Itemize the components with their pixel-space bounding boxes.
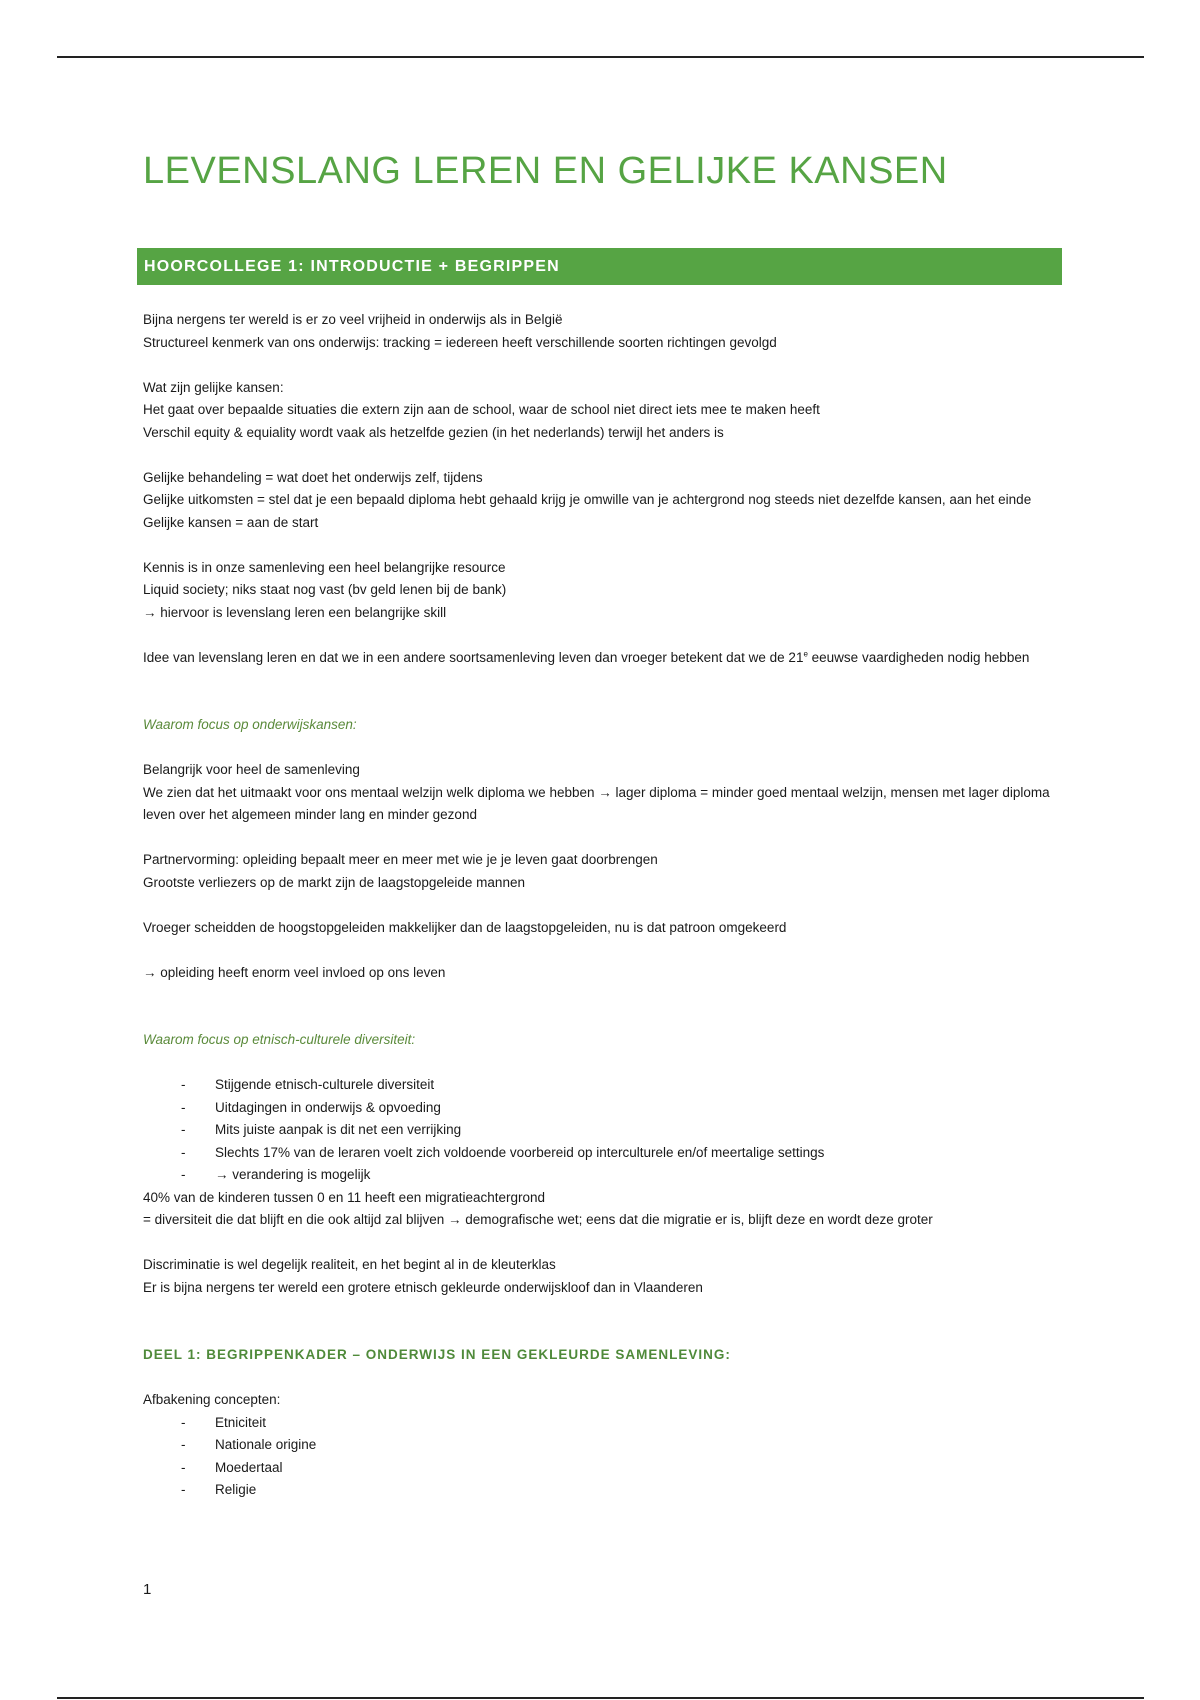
paragraph: Gelijke behandeling = wat doet het onderwijs zelf, tijdens	[143, 469, 483, 485]
paragraph: Gelijke uitkomsten = stel dat je een bepaald diploma hebt gehaald krijg je omwille van je achtergrond nog steeds niet dezelfde kansen, aan het einde	[143, 492, 1032, 507]
paragraph: Partnervorming: opleiding bepaalt meer en meer met wie je je leven gaat doorbrengen	[143, 852, 658, 867]
paragraph: Structureel kenmerk van ons onderwijs: tracking = iedereen heeft verschillende soorten richtingen gevolgd	[143, 334, 777, 350]
paragraph: Vroeger scheidden de hoogstopgeleiden makkelijker dan de laagstopgeleiden, nu is dat patroon omgekeerd	[143, 919, 787, 935]
paragraph: Bijna nergens ter wereld is er zo veel vrijheid in onderwijs als in België	[143, 312, 563, 327]
paragraph: Discriminatie is wel degelijk realiteit, en het begint al in de kleuterklas	[143, 1257, 556, 1272]
document-body	[143, 309, 1063, 1502]
superscript: e	[803, 649, 808, 658]
paragraph: = diversiteit die dat blijft en die ook altijd zal blijven → demografische wet; eens dat die migratie er is, blijft deze en wordt deze groter	[143, 1212, 933, 1227]
paragraph: Afbakening concepten:	[143, 1392, 281, 1407]
bullet-list-concepten	[143, 1412, 1063, 1502]
paragraph: Wat zijn gelijke kansen:	[143, 379, 284, 395]
paragraph: Liquid society; niks staat nog vast (bv geld lenen bij de bank)	[143, 582, 507, 597]
subheading-diversiteit: Waarom focus op etnisch-culturele diversiteit:	[143, 1032, 416, 1047]
paragraph: → opleiding heeft enorm veel invloed op ons leven	[143, 964, 446, 980]
paragraph: Het gaat over bepaalde situaties die extern zijn aan de school, waar de school niet direct iets mee te maken heeft	[143, 402, 820, 417]
document-title: LEVENSLANG LEREN EN GELIJKE KANSEN	[143, 150, 948, 192]
list-item: - Slechts 17% van de leraren voelt zich voldoende voorbereid op interculturele en/of meertalige settings	[143, 1142, 1063, 1165]
section-heading-bar: HOORCOLLEGE 1: INTRODUCTIE + BEGRIPPEN	[137, 248, 1062, 285]
list-item: - Uitdagingen in onderwijs & opvoeding	[143, 1097, 1063, 1120]
paragraph: Grootste verliezers op de markt zijn de laagstopgeleide mannen	[143, 874, 525, 890]
list-item: - Etniciteit	[143, 1412, 1063, 1435]
deel-heading: DEEL 1: BEGRIPPENKADER – ONDERWIJS IN EEN GEKLEURDE SAMENLEVING:	[143, 1347, 731, 1362]
paragraph: Verschil equity & equiality wordt vaak als hetzelfde gezien (in het nederlands) terwijl het anders is	[143, 424, 724, 440]
text-run: eeuwse vaardigheden nodig hebben	[807, 649, 1030, 665]
list-item: - Religie	[143, 1479, 1063, 1502]
list-item: - → verandering is mogelijk	[143, 1164, 1063, 1187]
list-item: - Mits juiste aanpak is dit net een verrijking	[143, 1119, 1063, 1142]
paragraph: Kennis is in onze samenleving een heel belangrijke resource	[143, 559, 506, 575]
header-rule	[57, 56, 1144, 58]
list-item: - Stijgende etnisch-culturele diversiteit	[143, 1074, 1063, 1097]
paragraph: We zien dat het uitmaakt voor ons mentaal welzijn welk diploma we hebben → lager diploma = minder goed mentaal welzijn, mensen met lager diploma leven over het algemeen minder lang en minder gezond	[143, 784, 1050, 822]
paragraph: Gelijke kansen = aan de start	[143, 514, 319, 530]
paragraph: → hiervoor is levenslang leren een belangrijke skill	[143, 604, 447, 620]
list-item: - Moedertaal	[143, 1457, 1063, 1480]
bullet-list-diversiteit	[143, 1074, 1063, 1187]
paragraph: 40% van de kinderen tussen 0 en 11 heeft een migratieachtergrond	[143, 1189, 546, 1205]
paragraph: Er is bijna nergens ter wereld een grotere etnisch gekleurde onderwijskloof dan in Vlaanderen	[143, 1279, 703, 1295]
page-number: 1	[143, 1581, 152, 1598]
footer-rule	[57, 1697, 1144, 1699]
paragraph: Belangrijk voor heel de samenleving	[143, 762, 360, 777]
text-run: Idee van levenslang leren en dat we in een andere soortsamenleving leven dan vroeger betekent dat we de 21	[143, 649, 804, 665]
subheading-onderwijskansen: Waarom focus op onderwijskansen:	[143, 717, 357, 732]
paragraph	[143, 647, 1063, 670]
list-item: - Nationale origine	[143, 1434, 1063, 1457]
